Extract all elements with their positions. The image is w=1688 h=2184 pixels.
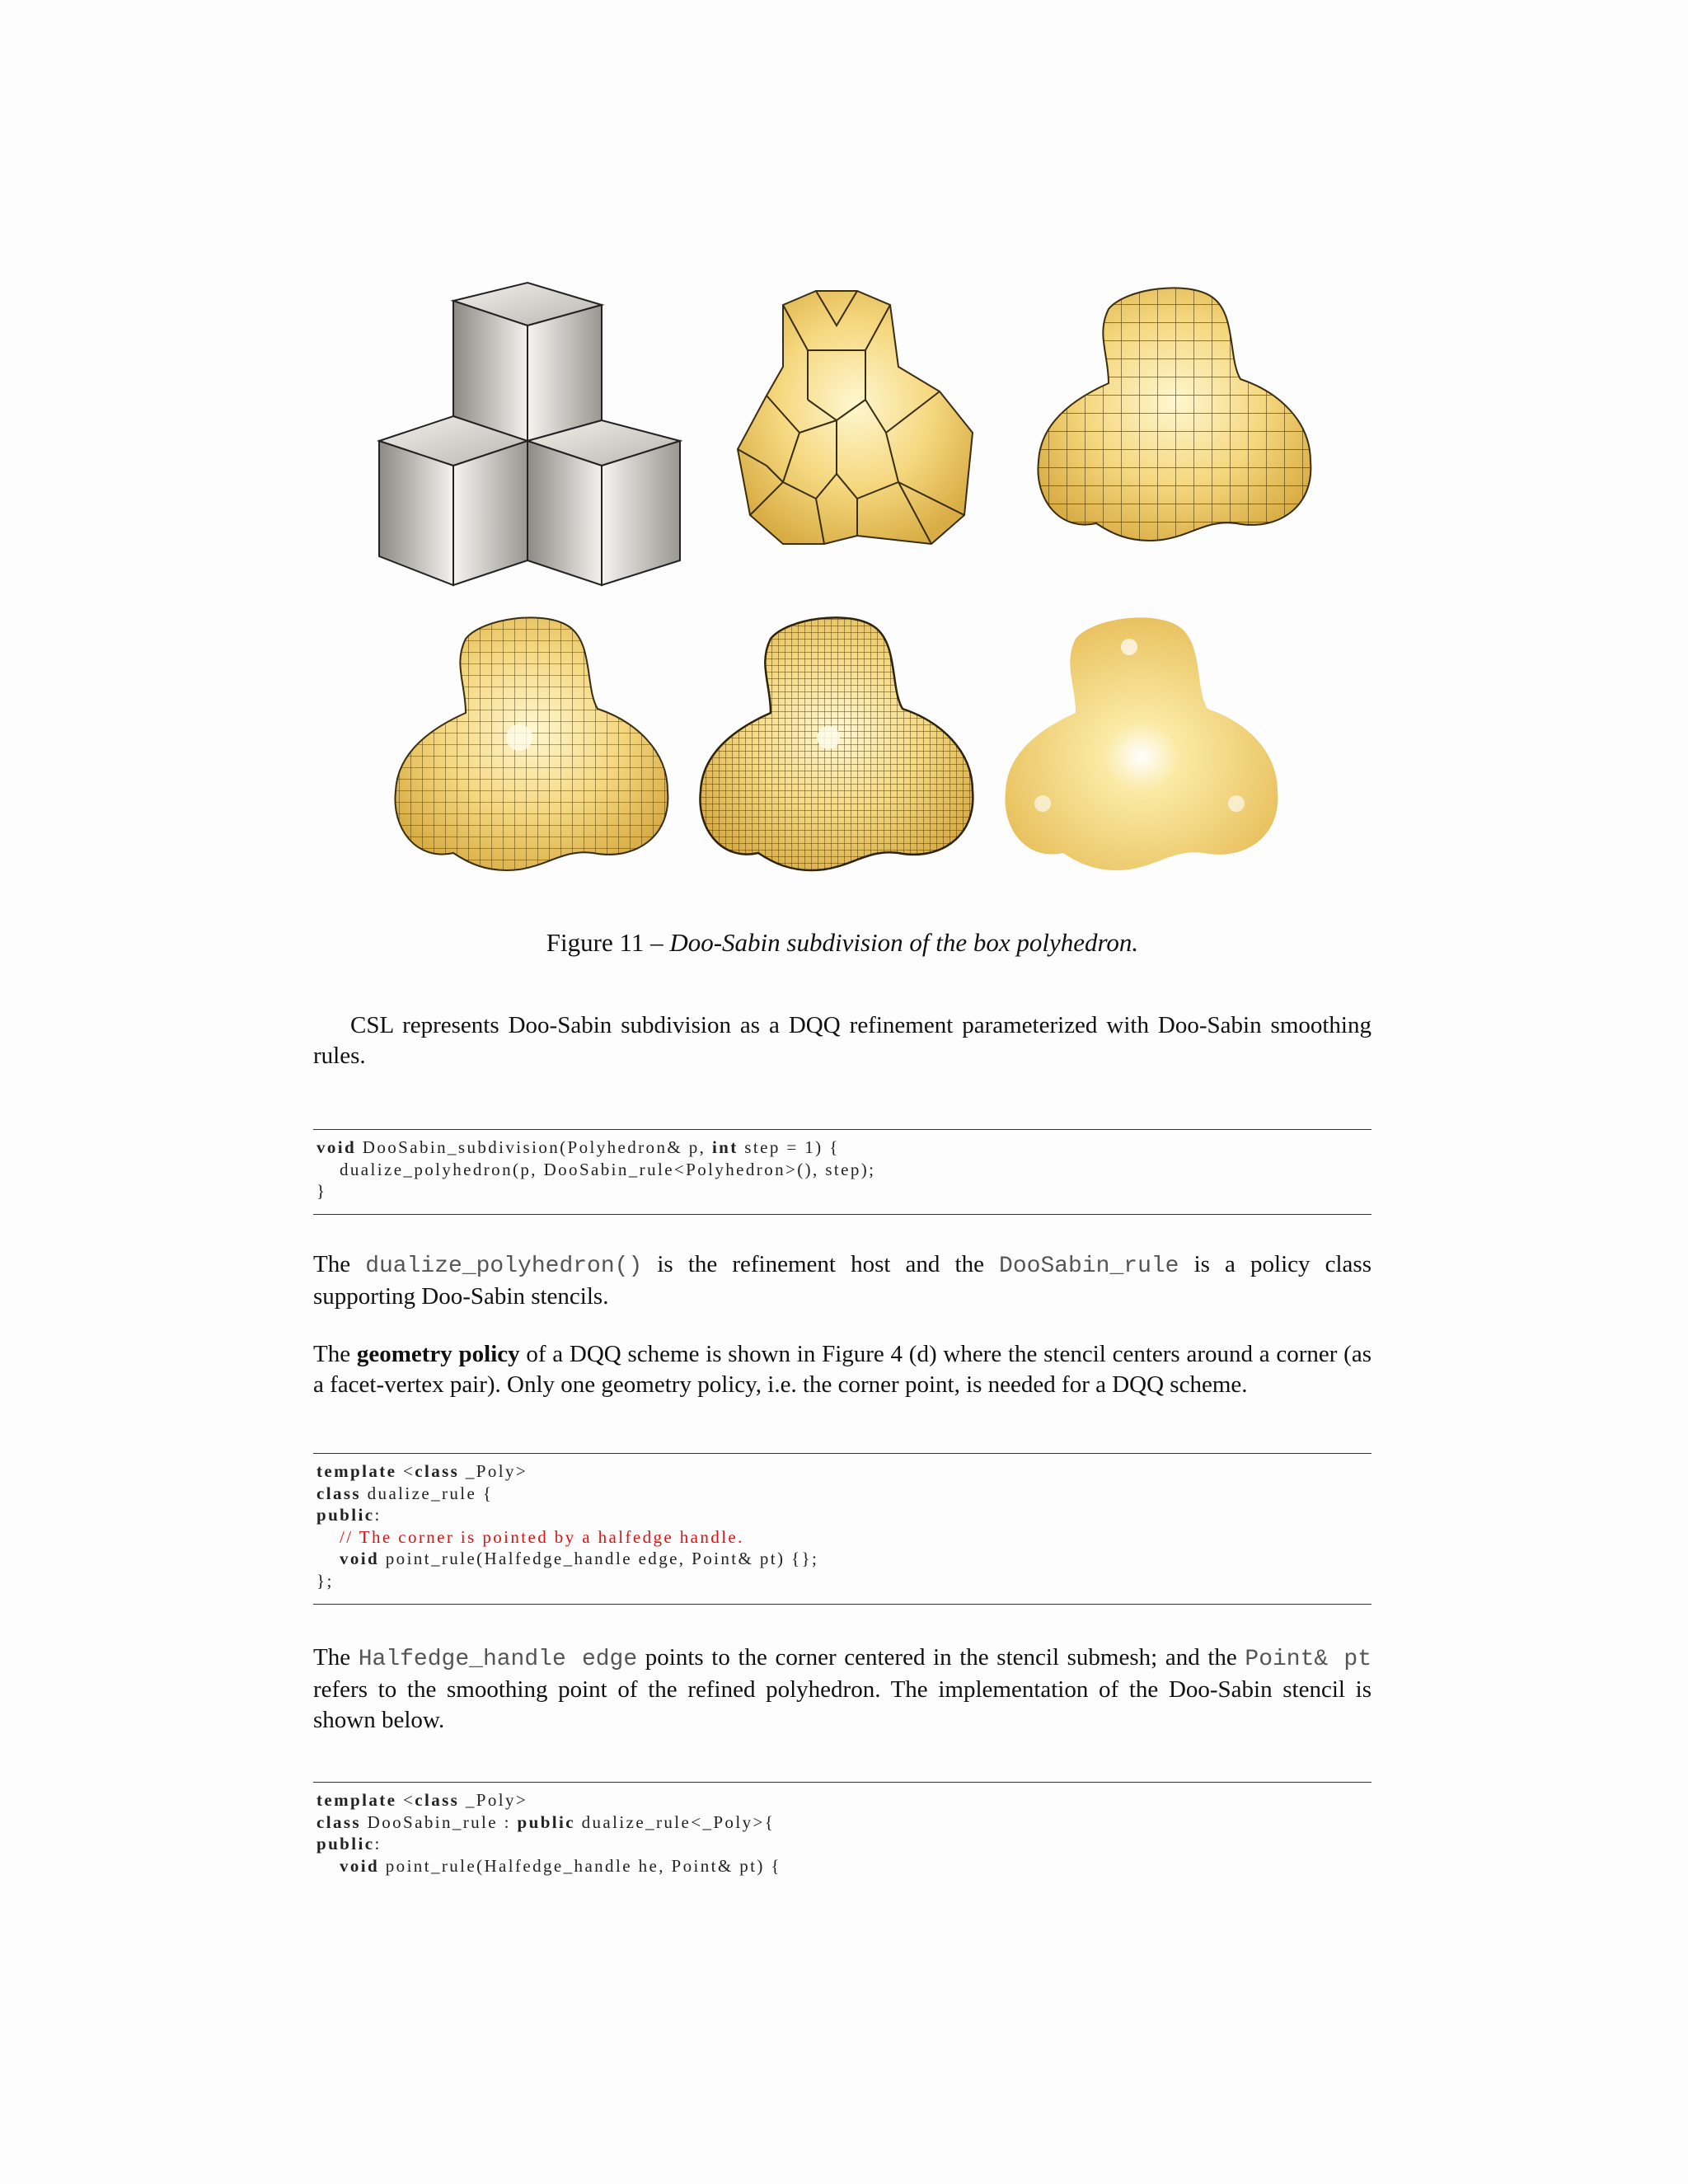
code-keyword: public xyxy=(517,1811,575,1832)
code-line xyxy=(316,1855,1368,1877)
doo-sabin-step-3-render xyxy=(395,617,668,870)
code-text: step = 1) { xyxy=(738,1137,840,1157)
box-polyhedron-render xyxy=(379,283,680,585)
code-text: < xyxy=(396,1461,415,1481)
code-keyword: void xyxy=(340,1855,380,1876)
code-text: point_rule(Halfedge_handle edge, Point& pt) {}; xyxy=(379,1549,819,1569)
code-text: point_rule(Halfedge_handle he, Point& pt) { xyxy=(379,1855,781,1876)
paragraph-halfedge-handle xyxy=(313,1643,1372,1736)
code-keyword: class xyxy=(316,1483,361,1503)
inline-code: Point& pt xyxy=(1245,1647,1372,1672)
inline-code: DooSabin_rule xyxy=(999,1254,1179,1279)
code-listing-doosabin-rule xyxy=(313,1782,1372,1889)
code-line: dualize_polyhedron(p, DooSabin_rule<Polyhedron>(), step); xyxy=(340,1159,876,1179)
code-keyword: template xyxy=(316,1461,397,1481)
code-keyword: void xyxy=(340,1549,380,1569)
code-listing-dualize-rule xyxy=(313,1453,1372,1605)
paragraph-geometry-policy xyxy=(313,1339,1372,1400)
code-keyword: int xyxy=(711,1137,738,1157)
doo-sabin-step-4-render xyxy=(700,617,973,870)
figure-caption-label: Figure 11 – xyxy=(546,928,663,957)
code-keyword: class xyxy=(415,1790,460,1810)
code-keyword: class xyxy=(415,1461,460,1481)
code-text: DooSabin_rule : xyxy=(361,1811,518,1832)
code-line xyxy=(316,1548,1368,1570)
code-line xyxy=(316,1460,1368,1483)
text-run: is a policy class supporting Doo-Sabin stencils. xyxy=(313,1251,1372,1310)
paragraph-refinement-host xyxy=(313,1249,1372,1312)
code-listing-doosabin-subdivision xyxy=(313,1129,1372,1215)
doo-sabin-limit-surface-render xyxy=(1005,617,1278,870)
code-keyword: class xyxy=(316,1811,361,1832)
text-run: The xyxy=(313,1341,357,1367)
code-line: }; xyxy=(316,1570,334,1591)
code-line xyxy=(316,1137,1368,1159)
doo-sabin-step-1-render xyxy=(738,291,973,544)
code-line xyxy=(316,1811,1368,1834)
text-run: is the refinement host and the xyxy=(642,1251,1000,1277)
text-run: of a DQQ scheme is shown in Figure 4 (d) where the stencil centers around a corner (as a facet-vertex pair). Only one geometry policy, i.e. the corner point, is needed for a DQQ scheme. xyxy=(313,1341,1372,1398)
text-run: refers to the smoothing point of the refined polyhedron. The implementation of the Doo-Sabin stencil is shown below. xyxy=(313,1676,1372,1733)
paragraph-intro: CSL represents Doo-Sabin subdivision as a DQQ refinement parameterized with Doo-Sabin smoothing rules. xyxy=(313,1012,1372,1069)
code-text: dualize_rule<_Poly>{ xyxy=(574,1811,776,1832)
inline-code: dualize_polyhedron() xyxy=(365,1254,643,1279)
bold-term: geometry policy xyxy=(356,1341,520,1367)
code-line xyxy=(316,1483,1368,1505)
figure-11 xyxy=(354,268,1343,894)
code-line xyxy=(316,1789,1368,1811)
code-keyword: void xyxy=(316,1137,357,1157)
code-keyword: public xyxy=(316,1834,375,1854)
code-text: : xyxy=(374,1505,382,1526)
code-text: _Poly> xyxy=(459,1790,528,1810)
text-run: The xyxy=(313,1251,366,1277)
doo-sabin-step-2-render xyxy=(1038,288,1311,541)
figure-caption xyxy=(313,928,1372,958)
code-text: DooSabin_subdivision(Polyhedron& p, xyxy=(356,1137,712,1157)
inline-code: Halfedge_handle edge xyxy=(358,1647,638,1672)
code-text: dualize_rule { xyxy=(361,1483,494,1503)
code-line: } xyxy=(316,1181,327,1202)
text-run: The xyxy=(313,1644,359,1671)
code-comment: // The corner is pointed by a halfedge handle. xyxy=(340,1526,744,1547)
code-line xyxy=(316,1504,1368,1526)
figure-11-image xyxy=(354,268,1343,894)
code-keyword: public xyxy=(316,1505,375,1526)
figure-caption-text: Doo-Sabin subdivision of the box polyhedron. xyxy=(669,928,1139,957)
text-run: points to the corner centered in the stencil submesh; and the xyxy=(637,1644,1245,1671)
code-keyword: template xyxy=(316,1790,397,1810)
code-text: < xyxy=(396,1790,415,1810)
code-text: _Poly> xyxy=(459,1461,528,1481)
code-text: : xyxy=(374,1834,382,1854)
code-line xyxy=(316,1833,1368,1855)
